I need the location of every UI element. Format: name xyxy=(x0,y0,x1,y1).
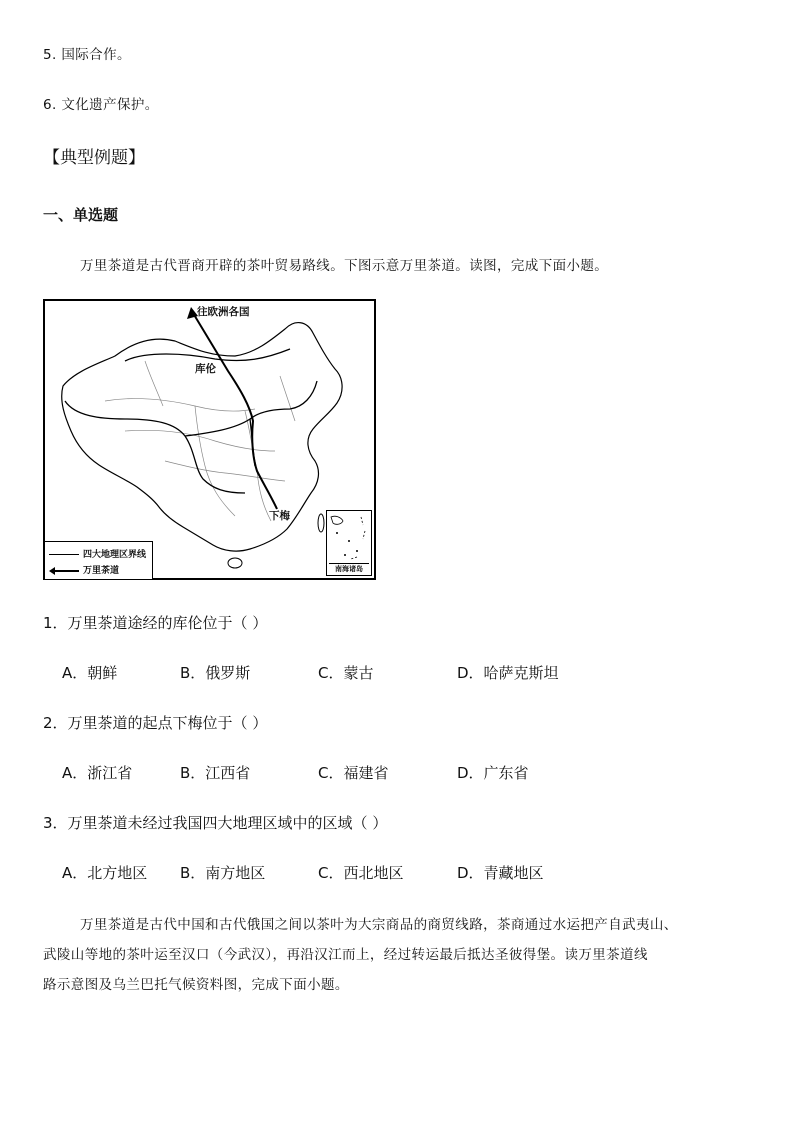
south-china-sea-inset xyxy=(326,510,372,576)
question-2-option-c[interactable]: C．福建省 xyxy=(318,764,389,782)
legend-boundary-label: 四大地理区界线 xyxy=(83,550,147,560)
question-1-stem: 1．万里茶道途经的库伦位于（ ） xyxy=(43,614,268,632)
intro2-line-2: 武陵山等地的茶叶运至汉口（今武汉），再沿汉江而上，经过转运最后抵达圣彼得堡。读万里茶道线 xyxy=(43,947,648,963)
route-arrow-icon xyxy=(49,568,79,574)
legend-route-label: 万里茶道 xyxy=(83,566,120,576)
inset-label: 南海诸岛 xyxy=(329,563,369,574)
question-2-stem: 2．万里茶道的起点下梅位于（ ） xyxy=(43,714,268,732)
question-2-option-b[interactable]: B．江西省 xyxy=(180,764,251,782)
china-map-outline xyxy=(45,301,374,578)
question-1-option-b[interactable]: B．俄罗斯 xyxy=(180,664,251,682)
question-3-option-b[interactable]: B．南方地区 xyxy=(180,864,266,882)
question-1-option-c[interactable]: C．蒙古 xyxy=(318,664,374,682)
question-3-option-d[interactable]: D．青藏地区 xyxy=(457,864,544,882)
question-1-option-d[interactable]: D．哈萨克斯坦 xyxy=(457,664,559,682)
question-3-stem: 3．万里茶道未经过我国四大地理区域中的区域（ ） xyxy=(43,814,388,832)
list-item-6: 6. 文化遗产保护。 xyxy=(43,97,159,113)
intro2-line-3: 路示意图及乌兰巴托气候资料图，完成下面小题。 xyxy=(43,977,349,993)
question-1-option-a[interactable]: A．朝鲜 xyxy=(62,664,118,682)
inset-islands xyxy=(327,511,371,563)
tea-road-map xyxy=(43,299,376,580)
map-label-xiamei: 下梅 xyxy=(269,510,290,522)
legend-boundary xyxy=(49,547,146,560)
map-label-kulun: 库伦 xyxy=(195,363,216,375)
boundary-line-icon xyxy=(49,554,79,555)
question-3-option-a[interactable]: A．北方地区 xyxy=(62,864,148,882)
question-2-option-d[interactable]: D．广东省 xyxy=(457,764,529,782)
list-item-5: 5. 国际合作。 xyxy=(43,47,131,63)
subsection-heading: 一、单选题 xyxy=(43,206,119,224)
intro-paragraph: 万里茶道是古代晋商开辟的茶叶贸易路线。下图示意万里茶道。读图，完成下面小题。 xyxy=(80,258,609,274)
intro2-line-1: 万里茶道是古代中国和古代俄国之间以茶叶为大宗商品的商贸线路，茶商通过水运把产自武夷山、 xyxy=(80,917,678,933)
question-2-option-a[interactable]: A．浙江省 xyxy=(62,764,133,782)
map-legend xyxy=(45,541,153,579)
section-heading: 【典型例题】 xyxy=(43,148,145,168)
map-label-europe: 往欧洲各国 xyxy=(197,306,250,318)
legend-route xyxy=(49,563,119,576)
question-3-option-c[interactable]: C．西北地区 xyxy=(318,864,404,882)
